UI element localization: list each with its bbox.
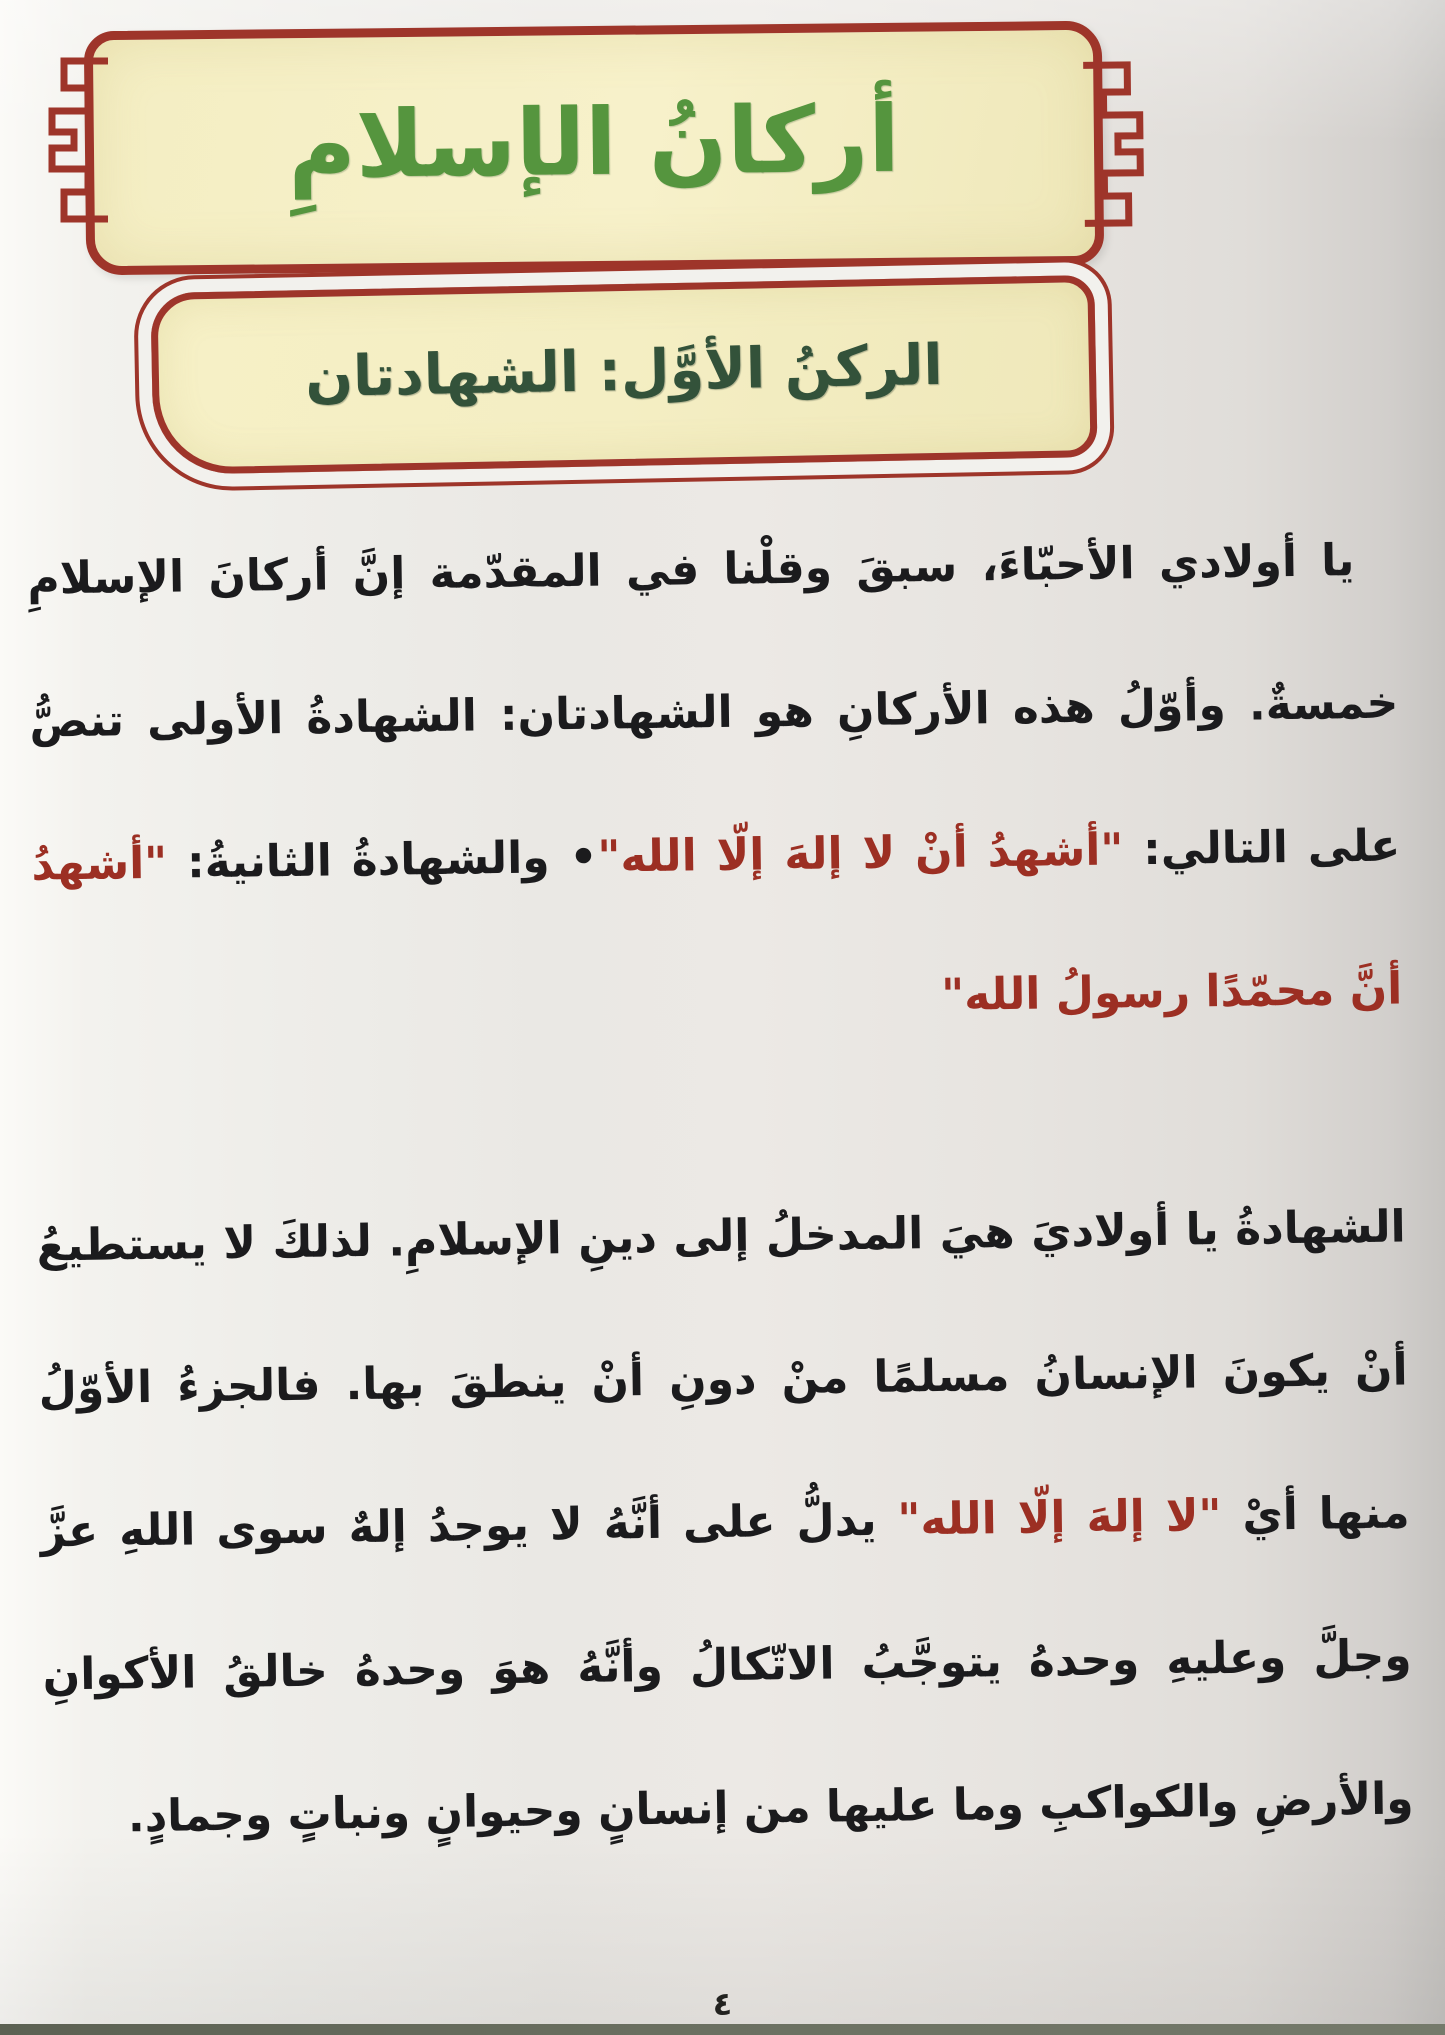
meander-ornament-left-icon (38, 56, 110, 224)
text-run: الشهادةُ يا أولاديَ هيَ المدخلُ إلى دينِ الإسلامِ. لذلكَ لا يستطيعُ أنْ يكونَ الإنسانُ مسلمًا منْ دونِ أنْ ينطقَ بها. فالجزءُ الأوّلُ منها أيْ (36, 1201, 1410, 1542)
meander-ornament-right-icon (1081, 60, 1155, 229)
section-title: الركنُ الأوَّل: الشهادتان (304, 332, 944, 410)
shahada-quote-red: "أشهدُ أنَّ محمّدًا رسولُ الله" (31, 837, 1403, 1021)
page-number: ٤ (712, 1985, 733, 2023)
shahada-quote-red: "أشهدُ أنْ لا إلهَ إلّا الله" (597, 824, 1124, 883)
body-paragraph (26, 489, 1403, 1080)
shahada-quote-red: "لا إلهَ إلّا الله" (897, 1490, 1222, 1546)
section-banner (150, 275, 1097, 475)
photo-bottom-edge (0, 2024, 1445, 2035)
page-title: أركانُ الإسلامِ (287, 85, 901, 199)
title-box (84, 21, 1104, 276)
text-run: يدلُّ على أنَّهُ لا يوجدُ إلهٌ سوى اللهِ عزَّ وجلَّ وعليهِ وحدهُ يتوجَّبُ الاتّكالُ وأنَّهُ هوَ وحدهُ خالقُ الأكوانِ والأرضِ والكواكبِ وما عليها من إنسانٍ وحيوانٍ ونباتٍ وجمادٍ. (40, 1494, 1414, 1843)
body-paragraph (36, 1155, 1415, 1889)
text-run: • والشهادةُ الثانيةُ: (166, 831, 598, 889)
body-text (26, 489, 1414, 1890)
text-run: يا أولادي الأحبّاءَ، سبقَ وقلْنا في المقدّمة إنَّ أركانَ الإسلامِ خمسةٌ. وأوّلُ هذه الأركانِ هو الشهادتان: الشهادةُ الأولى تنصُّ على التالي: (27, 535, 1401, 876)
